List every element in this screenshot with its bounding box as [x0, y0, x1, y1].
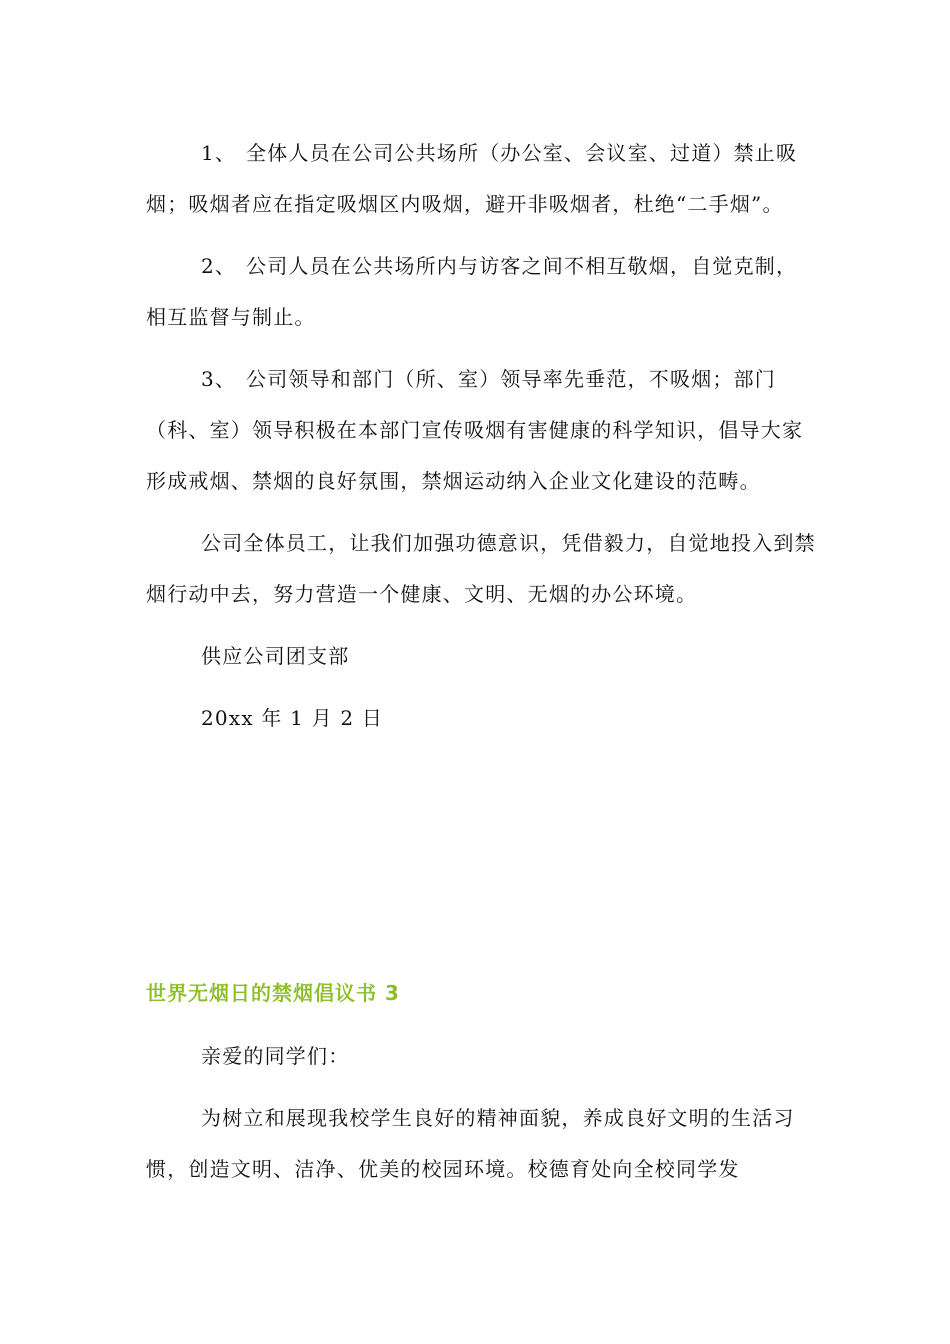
- signature-organization: 供应公司团支部: [201, 644, 350, 668]
- list-item-1: [146, 128, 816, 230]
- list-item-text: 公司领导和部门（所、室）领导率先垂范，不吸烟；部门（科、室）领导积极在本部门宣传吸烟有害健康的科学知识，倡导大家形成戒烟、禁烟的良好氛围，禁烟运动纳入企业文化建设的范畴。: [146, 367, 804, 493]
- list-number: 3、: [201, 367, 237, 391]
- signature-date: 20xx 年 1 月 2 日: [201, 706, 384, 730]
- body-paragraph: 为树立和展现我校学生良好的精神面貌，养成良好文明的生活习惯，创造文明、洁净、优美的校园环境。校德育处向全校同学发: [146, 1106, 795, 1181]
- list-item-text: 公司人员在公共场所内与访客之间不相互敬烟，自觉克制，相互监督与制止。: [146, 254, 798, 329]
- closing-paragraph: 公司全体员工，让我们加强功德意识，凭借毅力，自觉地投入到禁烟行动中去，努力营造一个健康、文明、无烟的办公环境。: [146, 531, 816, 606]
- list-item-3: [146, 354, 816, 507]
- list-number: 1、: [201, 141, 237, 165]
- section-heading: 世界无烟日的禁烟倡议书 3: [146, 981, 400, 1005]
- list-item-text: 全体人员在公司公共场所（办公室、会议室、过道）禁止吸烟；吸烟者应在指定吸烟区内吸烟，避开非吸烟者，杜绝“二手烟”。: [146, 141, 798, 216]
- document-section-2: [146, 1031, 816, 1206]
- document-section-1: [146, 128, 816, 755]
- list-item-2: [146, 241, 816, 343]
- list-number: 2、: [201, 254, 237, 278]
- greeting: 亲爱的同学们：: [201, 1044, 350, 1068]
